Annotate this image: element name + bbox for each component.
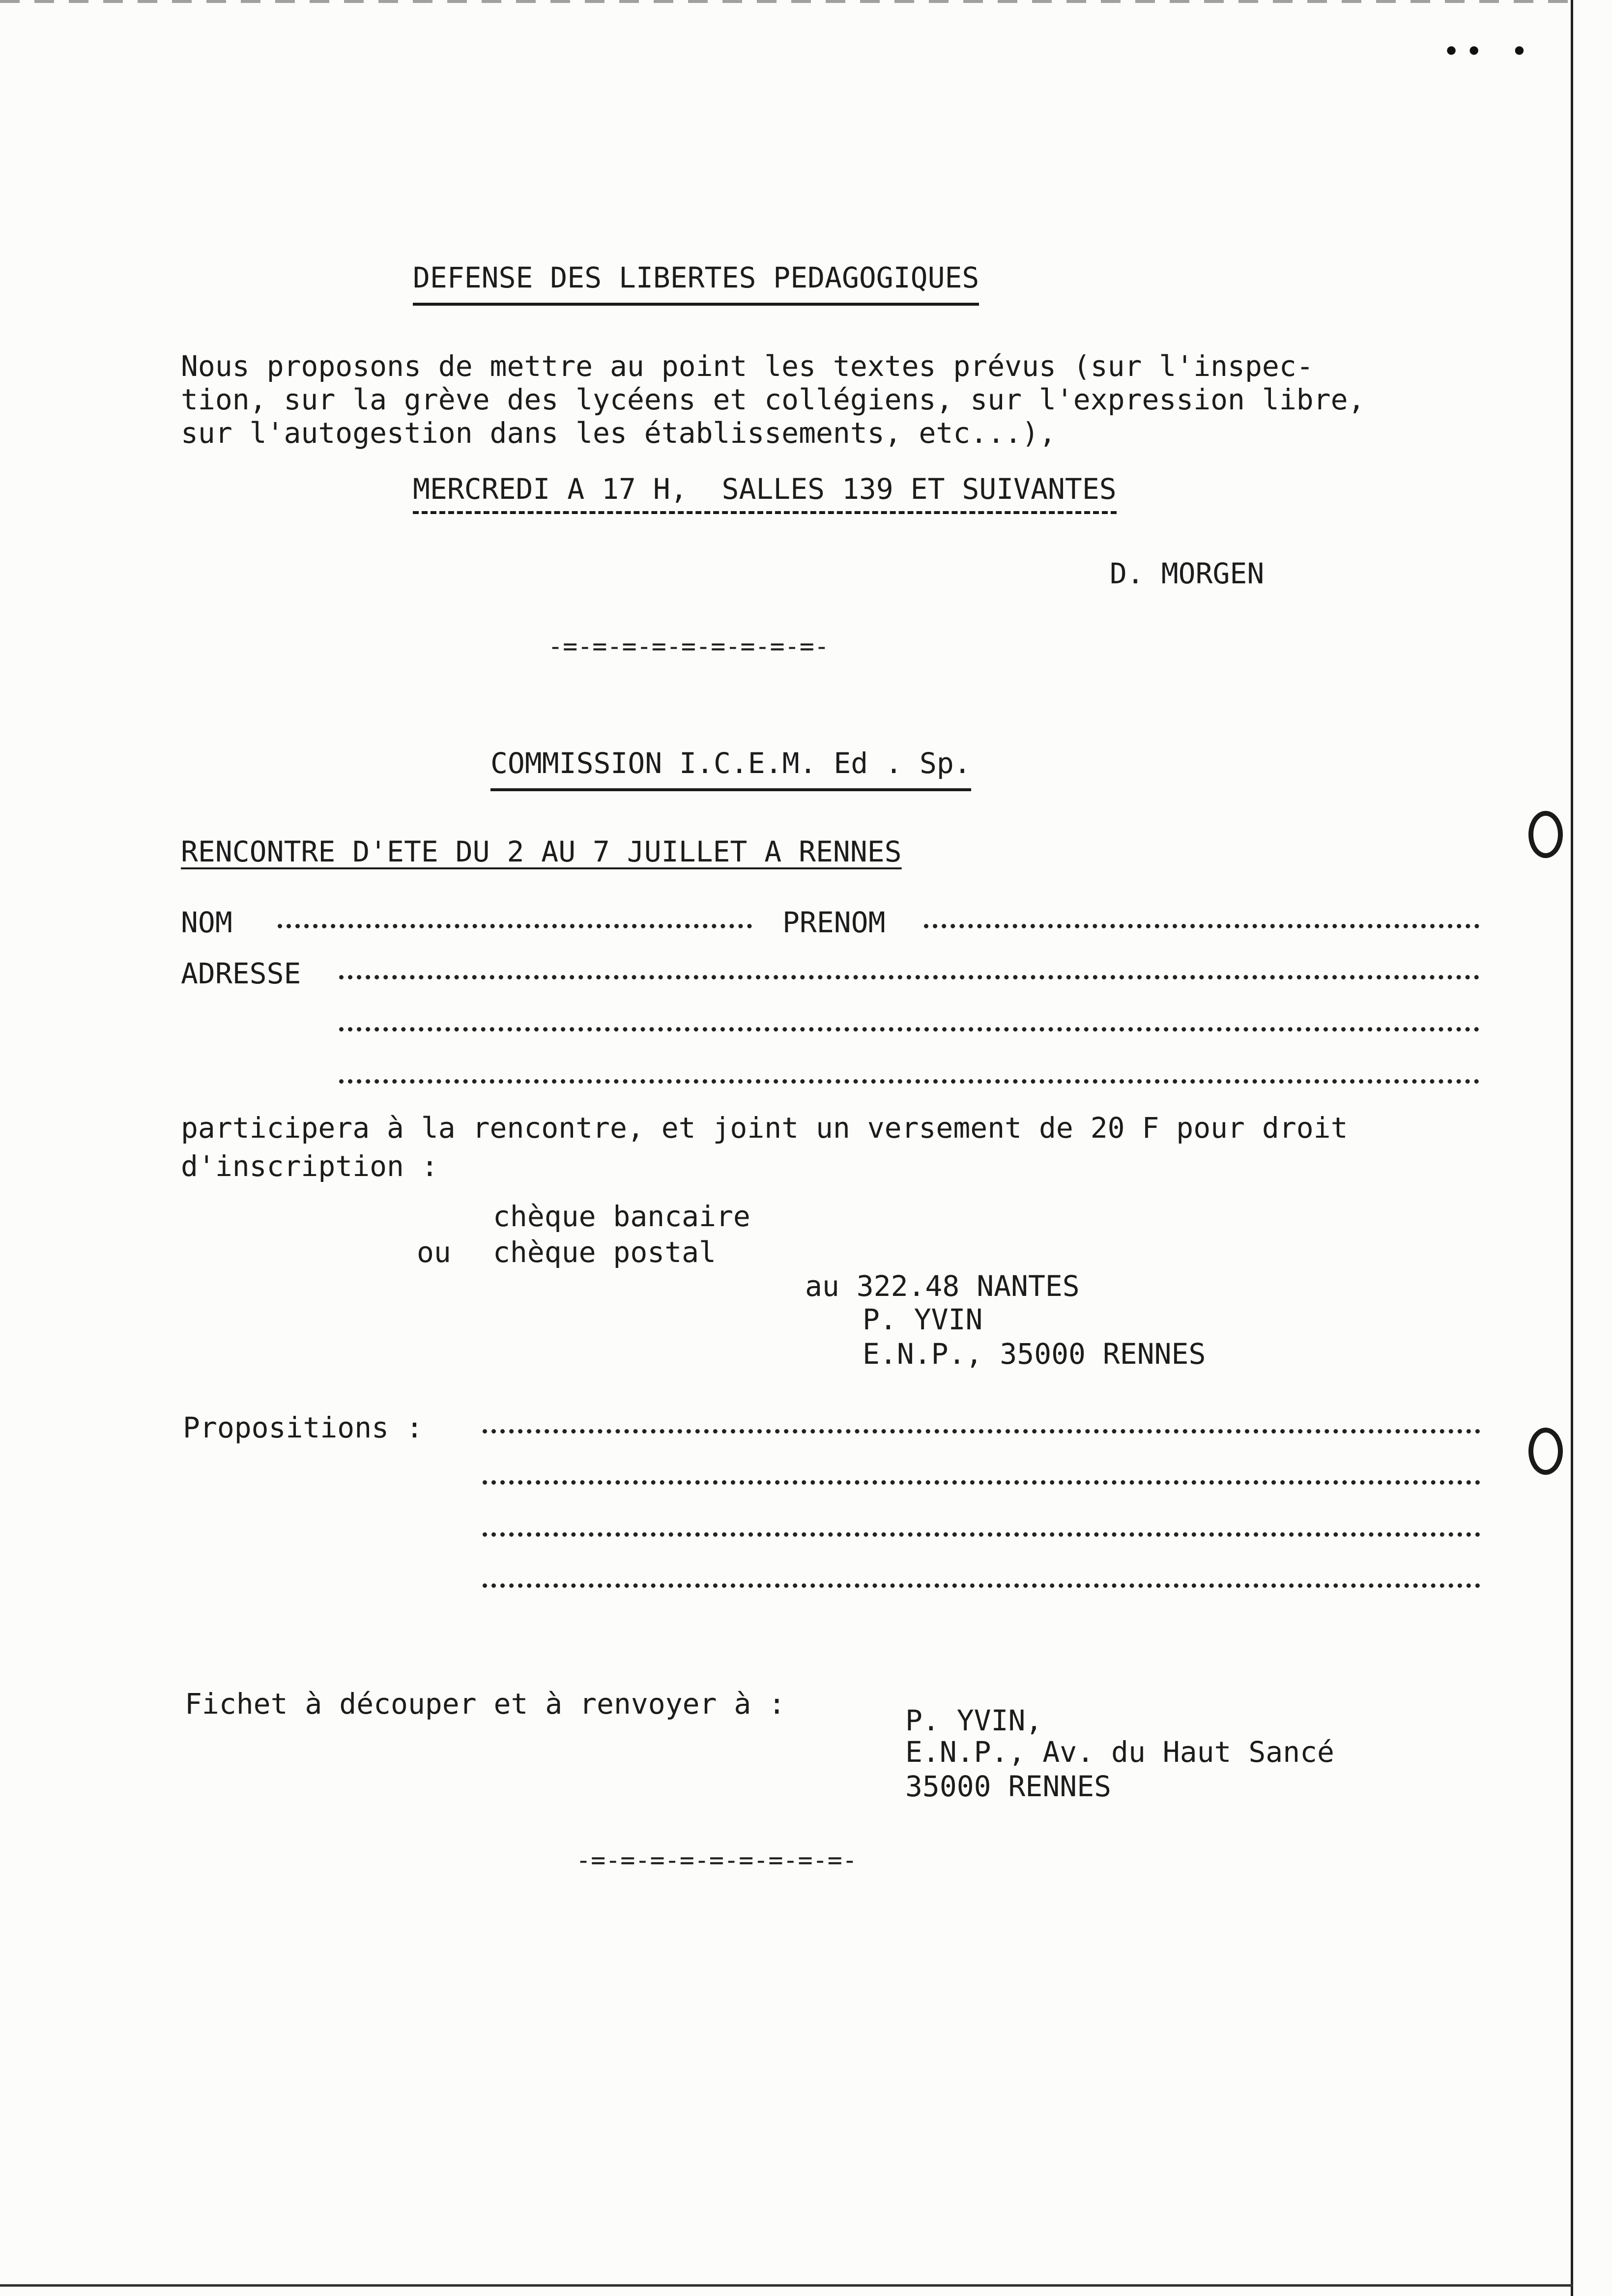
adresse-field-line-1[interactable] [339, 975, 1479, 979]
adresse-field-line-2[interactable] [339, 1027, 1479, 1032]
return-address-line-2: E.N.P., Av. du Haut Sancé [905, 1735, 1334, 1769]
adresse-label: ADRESSE [181, 957, 301, 990]
propositions-field-line-3[interactable] [483, 1532, 1480, 1537]
separator-2: -=-=-=-=-=-=-=-=-=- [576, 1846, 857, 1874]
account-line-3: E.N.P., 35000 RENNES [863, 1337, 1206, 1371]
account-line-2: P. YVIN [863, 1303, 983, 1336]
nom-field[interactable] [278, 924, 752, 928]
rencontre-title: RENCONTRE D'ETE DU 2 AU 7 JUILLET A RENNES [181, 835, 902, 868]
section1-body-line-2: tion, sur la grève des lycéens et collégiens, sur l'expression libre, [181, 383, 1365, 416]
propositions-label: Propositions : [183, 1411, 423, 1444]
page-bottom-edge [0, 2284, 1573, 2287]
return-address-line-3: 35000 RENNES [905, 1770, 1112, 1803]
propositions-field-line-1[interactable] [483, 1429, 1480, 1434]
page-top-edge [0, 0, 1573, 3]
adresse-field-line-3[interactable] [339, 1079, 1479, 1084]
signature: D. MORGEN [1110, 557, 1265, 590]
section1-body-line-3: sur l'autogestion dans les établissements, etc...), [181, 416, 1056, 450]
punch-hole-top [1528, 811, 1563, 858]
participation-line-1: participera à la rencontre, et joint un versement de 20 F pour droit [181, 1111, 1348, 1145]
return-instruction: Fichet à découper et à renvoyer à : [185, 1687, 786, 1721]
payment-option-bancaire: chèque bancaire [493, 1200, 750, 1233]
payment-option-postal: chèque postal [493, 1235, 716, 1269]
propositions-field-line-2[interactable] [483, 1480, 1480, 1485]
prenom-field[interactable] [924, 924, 1479, 928]
page-right-edge [1571, 0, 1573, 2296]
participation-line-2: d'inscription : [181, 1149, 438, 1183]
account-line-1: au 322.48 NANTES [805, 1269, 1080, 1303]
corner-marks: •• • [1442, 34, 1533, 69]
separator-1: -=-=-=-=-=-=-=-=-=- [548, 632, 829, 660]
nom-label: NOM [181, 906, 232, 939]
punch-hole-bottom [1528, 1428, 1563, 1475]
return-address-line-1: P. YVIN, [905, 1704, 1043, 1737]
propositions-field-line-4[interactable] [483, 1583, 1480, 1588]
section1-title: DEFENSE DES LIBERTES PEDAGOGIQUES [413, 260, 979, 306]
prenom-label: PRENOM [782, 906, 886, 939]
meeting-info: MERCREDI A 17 H, SALLES 139 ET SUIVANTES [413, 472, 1117, 514]
payment-or: ou [417, 1235, 451, 1269]
section1-body-line-1: Nous proposons de mettre au point les textes prévus (sur l'inspec- [181, 349, 1314, 383]
section2-title: COMMISSION I.C.E.M. Ed . Sp. [490, 746, 971, 791]
